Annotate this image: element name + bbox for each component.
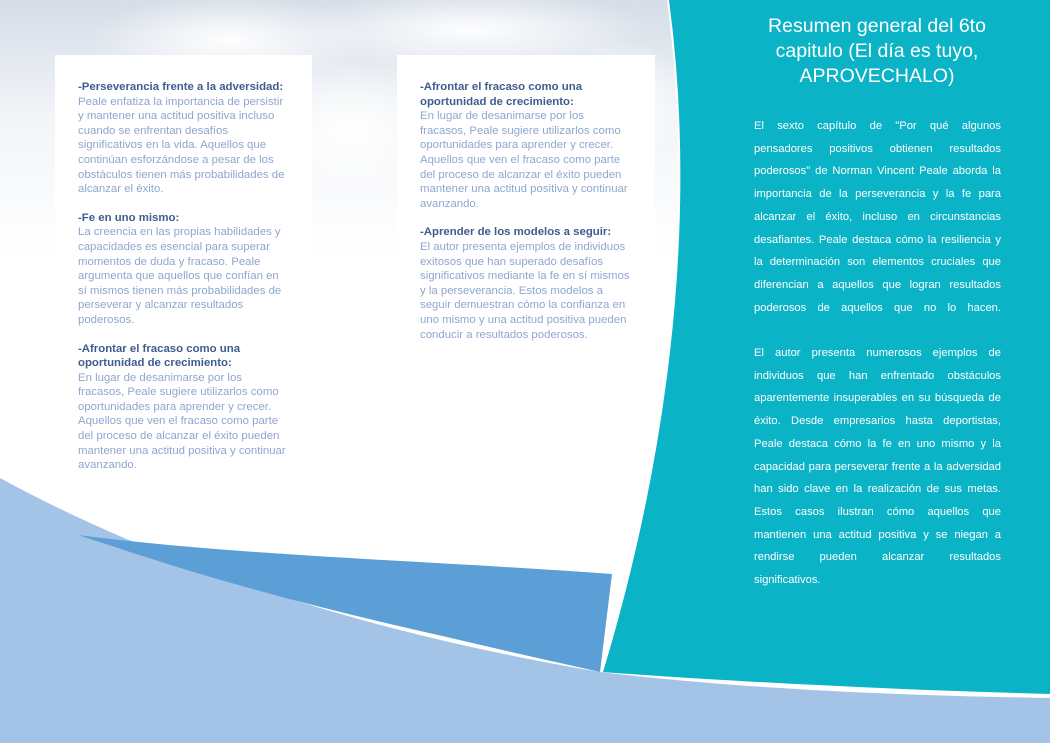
section-title: -Perseverancia frente a la adversidad: (78, 81, 284, 93)
section-title: -Afrontar el fracaso como una oportunidad de crecimiento: (420, 81, 583, 108)
section-body: En lugar de desanimarse por los fracasos, Peale sugiere utilizarlos como oportunidades para aprender y crecer. Aquellos que ven el fracaso como parte del proceso de alcanzar el éxito pueden mantener una actitud positiva y continuar avanzando. (420, 110, 628, 210)
section-body: El autor presenta ejemplos de individuos exitosos que han superado desafíos significativos mediante la fe en sí mismos y la perseverancia. Estos modelos a seguir demuestran cómo la confianza en uno mismo y una actitud positiva pueden conducir a resultados poderosos. (420, 240, 630, 341)
text-section (78, 342, 290, 473)
section-title: -Afrontar el fracaso como una oportunidad de crecimiento: (78, 342, 241, 370)
panel-title: Resumen general del 6to capitulo (El día es tuyo, APROVECHALO) (768, 15, 986, 87)
text-section (78, 80, 290, 197)
section-title: -Aprender de los modelos a seguir: (420, 226, 612, 239)
text-section (420, 80, 632, 211)
summary-paragraph: El sexto capítulo de "Por qué algunos pensadores positivos obtienen resultados poderosos" de Norman Vincent Peale aborda la importancia de la perseverancia y la fe para alcanzar el éxito, incluso en circunstancias desafiantes. Peale destaca cómo la resiliencia y la determinación son elementos cruciales que diferencian a aquellos que logran resultados poderosos de aquellos que no lo hacen. (754, 120, 1001, 314)
summary-paragraph: El autor presenta numerosos ejemplos de individuos que han enfrentado obstáculos aparentemente insuperables en su búsqueda de éxito. Desde empresarios hasta deportistas, Peale destaca cómo la fe en uno mismo y la capacidad para perseverar frente a la adversidad han sido clave en la realización de sus metas. Estos casos ilustran cómo aquellos que mantienen una actitud positiva y se niegan a rendirse pueden alcanzar resultados significativos. (754, 347, 1001, 587)
section-title: -Fe en uno mismo: (78, 211, 180, 224)
section-body: Peale enfatiza la importancia de persistir y mantener una actitud positiva incluso cuando se enfrentan desafíos significativos en la vida. Aquellos que continúan esforzándose a pesar de los obstáculos tienen más probabilidades de alcanzar el éxito. (78, 95, 285, 196)
text-section (420, 225, 632, 342)
left-text-column (78, 80, 290, 487)
section-body: En lugar de desanimarse por los fracasos, Peale sugiere utilizarlos como oportunidades para aprender y crecer. Aquellos que ven el fracaso como parte del proceso de alcanzar el éxito pueden mantener una actitud positiva y continuar avanzando. (78, 371, 286, 472)
text-section (78, 211, 290, 328)
section-body: La creencia en las propias habilidades y capacidades es esencial para superar momentos de duda y fracaso. Peale argumenta que aquellos que confían en sí mismos tienen más probabilidades de perseverar y alcanzar resultados poderosos. (78, 226, 282, 326)
middle-text-column (420, 80, 632, 356)
